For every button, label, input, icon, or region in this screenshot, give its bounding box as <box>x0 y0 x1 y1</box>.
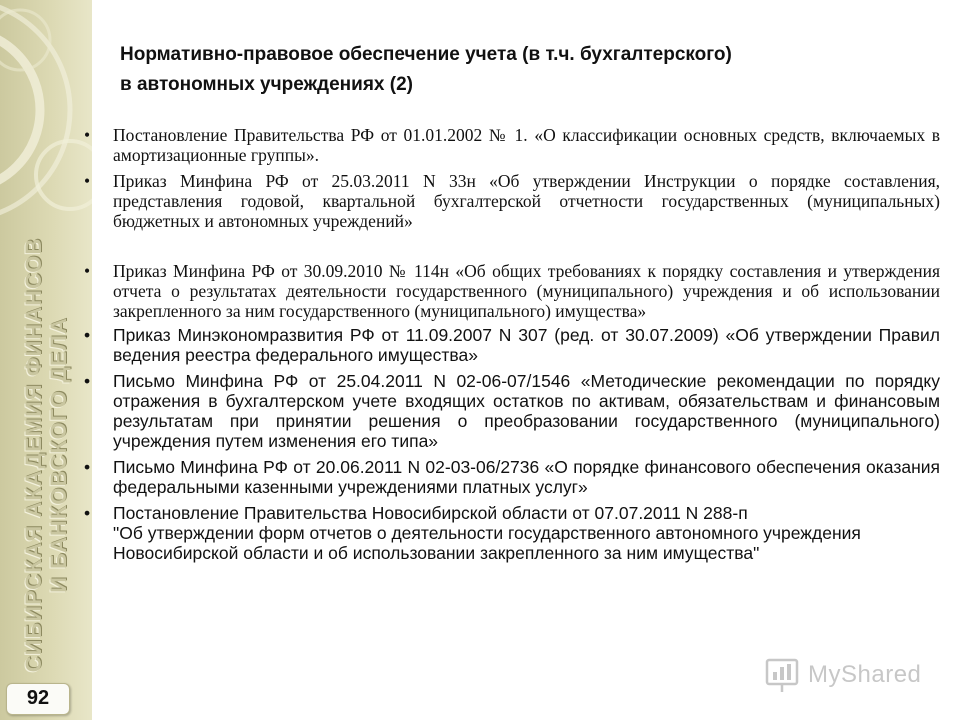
page-number-badge <box>6 683 70 715</box>
list-item <box>82 171 940 231</box>
bullet-icon: • <box>84 171 91 191</box>
regulations-list <box>82 125 940 563</box>
watermark-text: MyShared <box>808 661 922 688</box>
bullet-icon: • <box>84 503 91 523</box>
page-number: 92 <box>26 687 50 709</box>
list-item-text: Приказ Минфина РФ от 30.09.2010 № 114н «Об общих требованиях к порядку составления и утверждения отчета о результатах деятельности государственного (муниципального) учреждения и об использовании закрепленного за ним государственного (муниципального) имущества» <box>113 261 940 321</box>
bullet-icon: • <box>84 457 91 477</box>
list-item <box>82 325 940 365</box>
list-item <box>82 457 940 497</box>
institution-name <box>21 238 71 673</box>
bullet-icon: • <box>84 325 91 345</box>
list-item-text: Приказ Минэкономразвития РФ от 11.09.2007 N 307 (ред. от 30.07.2009) «Об утверждении Правил ведения реестра федерального имущества» <box>113 325 940 365</box>
institution-name-line2: И БАНКОВСКОГО ДЕЛА <box>46 317 71 593</box>
list-item <box>82 125 940 165</box>
bullet-icon: • <box>84 261 91 281</box>
list-item-text-line1: Постановление Правительства Новосибирской области от 07.07.2011 N 288-п <box>113 503 748 523</box>
slide-title <box>120 40 920 100</box>
list-item <box>82 503 940 563</box>
sidebar <box>0 0 92 720</box>
slide-title-line2: в автономных учреждениях (2) <box>120 74 413 95</box>
list-item-text-line2: "Об утверждении форм отчетов о деятельности государственного автономного учреждения Новосибирской области и об использовании закрепленного за ним имущества" <box>113 523 861 563</box>
list-item <box>82 371 940 451</box>
institution-name-line1: СИБИРСКАЯ АКАДЕМИЯ ФИНАНСОВ <box>21 237 46 673</box>
watermark <box>764 656 934 696</box>
bullet-icon: • <box>84 125 91 145</box>
presentation-icon <box>764 656 804 696</box>
list-item-text: Постановление Правительства РФ от 01.01.2002 № 1. «О классификации основных средств, включаемых в амортизационные группы». <box>113 125 940 165</box>
slide-title-line1: Нормативно-правовое обеспечение учета (в т.ч. бухгалтерского) <box>120 44 732 65</box>
list-item-text: Приказ Минфина РФ от 25.03.2011 N 33н «Об утверждении Инструкции о порядке составления, представления годовой, квартальной бухгалтерской отчетности государственных (муниципальных) бюджетных и автономных учреждений» <box>113 171 940 231</box>
list-item <box>82 261 940 321</box>
list-item-text: Письмо Минфина РФ от 25.04.2011 N 02-06-07/1546 «Методические рекомендации по порядку отражения в бухгалтерском учете входящих остатков по активам, обязательствам и финансовым результатам при принятии решения о преобразовании государственного (муниципального) учреждения путем изменения его типа» <box>113 371 940 451</box>
list-item-text: Письмо Минфина РФ от 20.06.2011 N 02-03-06/2736 «О порядке финансового обеспечения оказания федеральными казенными учреждениями платных услуг» <box>113 457 940 497</box>
bullet-icon: • <box>84 371 91 391</box>
